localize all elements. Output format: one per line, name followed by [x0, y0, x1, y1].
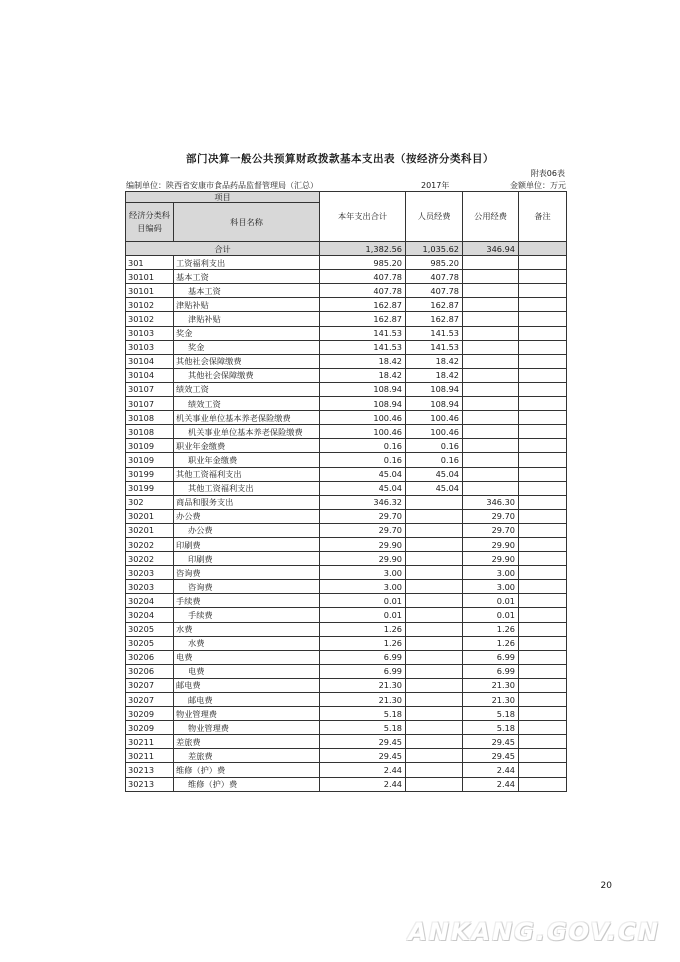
row-total: 5.18: [320, 721, 406, 735]
row-total: 45.04: [320, 481, 406, 495]
row-name: 办公费: [174, 523, 320, 537]
row-total: 18.42: [320, 354, 406, 368]
row-code: 30101: [126, 284, 174, 298]
row-code: 30109: [126, 439, 174, 453]
row-code: 30205: [126, 622, 174, 636]
table-row: [126, 552, 567, 566]
row-public: [463, 354, 519, 368]
table-row: [126, 566, 567, 580]
row-code: 30108: [126, 425, 174, 439]
row-total: 2.44: [320, 777, 406, 791]
row-code: 30107: [126, 382, 174, 396]
row-personnel: 108.94: [406, 397, 463, 411]
table-row: [126, 439, 567, 453]
row-public: 3.00: [463, 566, 519, 580]
row-code: 30202: [126, 537, 174, 551]
table-row: [126, 411, 567, 425]
total-personnel: 1,035.62: [406, 242, 463, 256]
table-row: [126, 382, 567, 396]
row-public: 29.70: [463, 523, 519, 537]
total-row: [126, 242, 567, 256]
row-personnel: [406, 664, 463, 678]
row-personnel: 18.42: [406, 368, 463, 382]
row-personnel: 45.04: [406, 467, 463, 481]
row-personnel: 100.46: [406, 411, 463, 425]
row-public: 0.01: [463, 608, 519, 622]
row-total: 1.26: [320, 622, 406, 636]
row-personnel: [406, 495, 463, 509]
row-personnel: [406, 622, 463, 636]
row-personnel: [406, 749, 463, 763]
row-note: [519, 354, 567, 368]
row-public: [463, 270, 519, 284]
row-total: 108.94: [320, 397, 406, 411]
row-total: 100.46: [320, 425, 406, 439]
table-row: [126, 707, 567, 721]
row-code: 30103: [126, 326, 174, 340]
form-number: 附表06表: [530, 169, 565, 178]
header-item: 项目: [126, 192, 320, 203]
report-year: 2017年: [421, 181, 450, 190]
row-code: 30104: [126, 354, 174, 368]
row-note: [519, 608, 567, 622]
row-public: 1.26: [463, 622, 519, 636]
row-note: [519, 537, 567, 551]
row-note: [519, 467, 567, 481]
row-name: 其他工资福利支出: [174, 467, 320, 481]
row-note: [519, 763, 567, 777]
row-personnel: [406, 707, 463, 721]
row-name: 其他社会保障缴费: [174, 368, 320, 382]
table-row: [126, 467, 567, 481]
table-row: [126, 594, 567, 608]
row-name: 物业管理费: [174, 707, 320, 721]
row-note: [519, 777, 567, 791]
row-note: [519, 368, 567, 382]
row-total: 29.45: [320, 749, 406, 763]
row-public: 346.30: [463, 495, 519, 509]
row-public: 6.99: [463, 664, 519, 678]
row-total: 21.30: [320, 693, 406, 707]
row-note: [519, 636, 567, 650]
row-code: 30203: [126, 566, 174, 580]
row-public: 5.18: [463, 721, 519, 735]
row-name: 邮电费: [174, 693, 320, 707]
row-public: [463, 425, 519, 439]
row-name: 奖金: [174, 340, 320, 354]
row-note: [519, 622, 567, 636]
header-code: 经济分类科目编码: [126, 203, 174, 242]
row-name: 办公费: [174, 509, 320, 523]
row-code: 30108: [126, 411, 174, 425]
row-note: [519, 397, 567, 411]
row-note: [519, 721, 567, 735]
row-personnel: [406, 678, 463, 692]
table-row: [126, 537, 567, 551]
row-name: 商品和服务支出: [174, 495, 320, 509]
row-name: 绩效工资: [174, 397, 320, 411]
row-public: 6.99: [463, 650, 519, 664]
row-public: 29.45: [463, 749, 519, 763]
row-public: 29.90: [463, 537, 519, 551]
table-title: 部门决算一般公共预算财政拨款基本支出表（按经济分类科目）: [186, 153, 494, 165]
row-personnel: [406, 509, 463, 523]
row-total: 29.45: [320, 735, 406, 749]
row-total: 108.94: [320, 382, 406, 396]
row-note: [519, 326, 567, 340]
total-label: 合计: [126, 242, 320, 256]
row-total: 3.00: [320, 566, 406, 580]
row-public: 5.18: [463, 707, 519, 721]
row-code: 30213: [126, 763, 174, 777]
row-personnel: 162.87: [406, 312, 463, 326]
row-public: [463, 439, 519, 453]
row-personnel: 0.16: [406, 439, 463, 453]
row-total: 0.16: [320, 453, 406, 467]
compiling-unit: 编制单位：陕西省安康市食品药品监督管理局（汇总）: [126, 181, 318, 190]
row-personnel: [406, 580, 463, 594]
row-public: [463, 382, 519, 396]
row-personnel: 100.46: [406, 425, 463, 439]
row-total: 141.53: [320, 326, 406, 340]
row-public: 0.01: [463, 594, 519, 608]
row-name: 印刷费: [174, 552, 320, 566]
row-personnel: 141.53: [406, 326, 463, 340]
row-personnel: [406, 537, 463, 551]
row-name: 工资福利支出: [174, 256, 320, 270]
row-total: 3.00: [320, 580, 406, 594]
row-personnel: [406, 552, 463, 566]
row-code: 30211: [126, 749, 174, 763]
table-row: [126, 509, 567, 523]
row-total: 985.20: [320, 256, 406, 270]
row-public: 2.44: [463, 777, 519, 791]
row-personnel: [406, 566, 463, 580]
row-total: 407.78: [320, 284, 406, 298]
row-name: 职业年金缴费: [174, 439, 320, 453]
header-public: 公用经费: [463, 192, 519, 242]
row-note: [519, 298, 567, 312]
row-code: 30109: [126, 453, 174, 467]
row-personnel: 162.87: [406, 298, 463, 312]
row-name: 物业管理费: [174, 721, 320, 735]
table-row: [126, 481, 567, 495]
row-name: 印刷费: [174, 537, 320, 551]
row-personnel: [406, 735, 463, 749]
header-total: 本年支出合计: [320, 192, 406, 242]
table-row: [126, 523, 567, 537]
row-public: 1.26: [463, 636, 519, 650]
table-row: [126, 608, 567, 622]
row-total: 162.87: [320, 298, 406, 312]
table-row: [126, 340, 567, 354]
table-row: [126, 270, 567, 284]
row-code: 30201: [126, 509, 174, 523]
row-total: 0.01: [320, 608, 406, 622]
table-row: [126, 495, 567, 509]
row-name: 奖金: [174, 326, 320, 340]
row-total: 6.99: [320, 650, 406, 664]
row-public: [463, 368, 519, 382]
row-public: [463, 397, 519, 411]
row-code: 30102: [126, 298, 174, 312]
table-row: [126, 453, 567, 467]
row-note: [519, 650, 567, 664]
row-note: [519, 495, 567, 509]
row-total: 18.42: [320, 368, 406, 382]
row-code: 30107: [126, 397, 174, 411]
row-code: 30207: [126, 678, 174, 692]
row-total: 6.99: [320, 664, 406, 678]
row-public: [463, 453, 519, 467]
row-name: 差旅费: [174, 735, 320, 749]
row-total: 5.18: [320, 707, 406, 721]
row-code: 30103: [126, 340, 174, 354]
row-public: 2.44: [463, 763, 519, 777]
row-name: 咨询费: [174, 566, 320, 580]
table-row: [126, 580, 567, 594]
row-public: [463, 481, 519, 495]
row-name: 津贴补贴: [174, 298, 320, 312]
row-name: 绩效工资: [174, 382, 320, 396]
row-code: 30203: [126, 580, 174, 594]
table-row: [126, 721, 567, 735]
row-code: 30205: [126, 636, 174, 650]
row-personnel: [406, 693, 463, 707]
row-note: [519, 270, 567, 284]
row-note: [519, 749, 567, 763]
page-number: 20: [600, 881, 612, 891]
row-personnel: 985.20: [406, 256, 463, 270]
row-total: 29.90: [320, 537, 406, 551]
row-total: 45.04: [320, 467, 406, 481]
row-name: 其他工资福利支出: [174, 481, 320, 495]
total-public: 346.94: [463, 242, 519, 256]
row-personnel: 407.78: [406, 284, 463, 298]
table-row: [126, 777, 567, 791]
total-sum: 1,382.56: [320, 242, 406, 256]
row-code: 30207: [126, 693, 174, 707]
table-row: [126, 763, 567, 777]
row-name: 维修（护）费: [174, 763, 320, 777]
row-total: 0.01: [320, 594, 406, 608]
row-public: 3.00: [463, 580, 519, 594]
table-row: [126, 622, 567, 636]
table-row: [126, 368, 567, 382]
row-code: 30201: [126, 523, 174, 537]
row-name: 电费: [174, 650, 320, 664]
row-code: 30104: [126, 368, 174, 382]
row-name: 机关事业单位基本养老保险缴费: [174, 425, 320, 439]
table-row: [126, 693, 567, 707]
row-code: 30206: [126, 650, 174, 664]
row-name: 电费: [174, 664, 320, 678]
row-code: 30211: [126, 735, 174, 749]
row-code: 302: [126, 495, 174, 509]
row-code: 30199: [126, 467, 174, 481]
row-note: [519, 256, 567, 270]
row-personnel: 407.78: [406, 270, 463, 284]
row-name: 咨询费: [174, 580, 320, 594]
row-personnel: [406, 650, 463, 664]
row-note: [519, 678, 567, 692]
row-name: 职业年金缴费: [174, 453, 320, 467]
row-public: 29.70: [463, 509, 519, 523]
table-row: [126, 326, 567, 340]
row-public: 21.30: [463, 693, 519, 707]
row-total: 346.32: [320, 495, 406, 509]
row-note: [519, 284, 567, 298]
row-code: 30209: [126, 707, 174, 721]
row-personnel: [406, 763, 463, 777]
total-note: [519, 242, 567, 256]
row-personnel: 18.42: [406, 354, 463, 368]
row-total: 100.46: [320, 411, 406, 425]
expenditure-table: [125, 191, 567, 792]
row-note: [519, 664, 567, 678]
row-personnel: [406, 777, 463, 791]
row-name: 其他社会保障缴费: [174, 354, 320, 368]
row-code: 30209: [126, 721, 174, 735]
row-public: 29.45: [463, 735, 519, 749]
row-code: 30213: [126, 777, 174, 791]
row-public: [463, 298, 519, 312]
row-note: [519, 509, 567, 523]
row-public: [463, 467, 519, 481]
row-total: 29.70: [320, 509, 406, 523]
row-name: 基本工资: [174, 284, 320, 298]
row-total: 162.87: [320, 312, 406, 326]
row-personnel: [406, 608, 463, 622]
row-personnel: 0.16: [406, 453, 463, 467]
row-personnel: 45.04: [406, 481, 463, 495]
row-note: [519, 594, 567, 608]
row-name: 维修（护）费: [174, 777, 320, 791]
table-row: [126, 298, 567, 312]
table-row: [126, 397, 567, 411]
row-personnel: [406, 523, 463, 537]
row-total: 29.90: [320, 552, 406, 566]
row-total: 2.44: [320, 763, 406, 777]
row-name: 机关事业单位基本养老保险缴费: [174, 411, 320, 425]
row-public: [463, 340, 519, 354]
row-note: [519, 481, 567, 495]
row-note: [519, 411, 567, 425]
row-code: 30204: [126, 608, 174, 622]
row-note: [519, 439, 567, 453]
row-code: 30102: [126, 312, 174, 326]
row-name: 邮电费: [174, 678, 320, 692]
header-personnel: 人员经费: [406, 192, 463, 242]
row-name: 基本工资: [174, 270, 320, 284]
row-note: [519, 453, 567, 467]
row-total: 1.26: [320, 636, 406, 650]
table-row: [126, 664, 567, 678]
table-row: [126, 256, 567, 270]
row-name: 手续费: [174, 594, 320, 608]
row-code: 301: [126, 256, 174, 270]
row-note: [519, 523, 567, 537]
table-row: [126, 749, 567, 763]
row-note: [519, 707, 567, 721]
row-personnel: [406, 594, 463, 608]
row-public: [463, 326, 519, 340]
row-personnel: 108.94: [406, 382, 463, 396]
table-row: [126, 650, 567, 664]
row-note: [519, 580, 567, 594]
row-note: [519, 312, 567, 326]
row-code: 30204: [126, 594, 174, 608]
row-public: 21.30: [463, 678, 519, 692]
row-public: [463, 312, 519, 326]
row-note: [519, 425, 567, 439]
row-personnel: 141.53: [406, 340, 463, 354]
row-code: 30206: [126, 664, 174, 678]
row-public: 29.90: [463, 552, 519, 566]
row-name: 差旅费: [174, 749, 320, 763]
row-total: 21.30: [320, 678, 406, 692]
table-row: [126, 354, 567, 368]
row-note: [519, 552, 567, 566]
row-code: 30199: [126, 481, 174, 495]
row-public: [463, 284, 519, 298]
row-total: 29.70: [320, 523, 406, 537]
row-total: 407.78: [320, 270, 406, 284]
table-row: [126, 312, 567, 326]
row-note: [519, 566, 567, 580]
row-total: 141.53: [320, 340, 406, 354]
row-code: 30202: [126, 552, 174, 566]
table-row: [126, 425, 567, 439]
money-unit: 金额单位：万元: [510, 181, 566, 190]
row-public: [463, 256, 519, 270]
header-note: 备注: [519, 192, 567, 242]
row-name: 水费: [174, 622, 320, 636]
row-personnel: [406, 636, 463, 650]
row-code: 30101: [126, 270, 174, 284]
row-note: [519, 382, 567, 396]
row-note: [519, 735, 567, 749]
table-row: [126, 284, 567, 298]
header-name: 科目名称: [174, 203, 320, 242]
row-note: [519, 340, 567, 354]
table-row: [126, 678, 567, 692]
site-watermark: ANKANG.GOV.CN: [408, 918, 660, 946]
row-note: [519, 693, 567, 707]
row-total: 0.16: [320, 439, 406, 453]
row-public: [463, 411, 519, 425]
table-row: [126, 735, 567, 749]
row-name: 津贴补贴: [174, 312, 320, 326]
row-name: 水费: [174, 636, 320, 650]
row-personnel: [406, 721, 463, 735]
table-row: [126, 636, 567, 650]
row-name: 手续费: [174, 608, 320, 622]
